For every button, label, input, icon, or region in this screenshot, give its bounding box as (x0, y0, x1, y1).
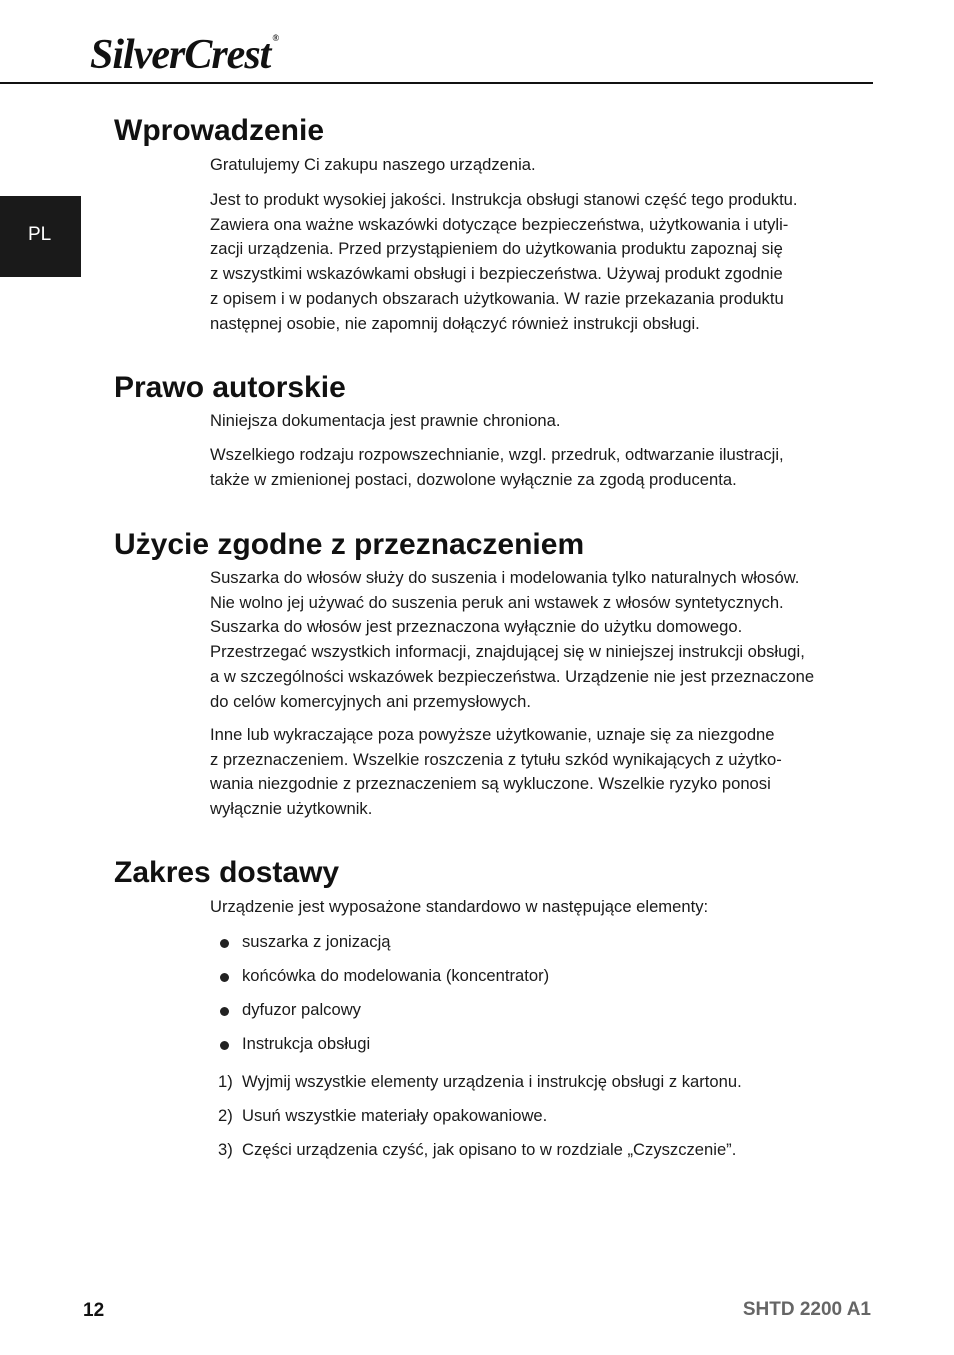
brand-name: SilverCrest (90, 32, 271, 78)
intro-paragraph-1 (210, 153, 850, 178)
list-item-text: suszarka z jonizacją (242, 932, 391, 951)
intended-use-paragraph-2 (210, 723, 850, 822)
step-number: 1) (218, 1072, 233, 1091)
bullet-icon (220, 973, 229, 982)
list-item-text: Instrukcja obsługi (242, 1034, 371, 1053)
text-line: Inne lub wykraczające poza powyższe użytkowanie, uznaje się za niezgodne (210, 725, 775, 744)
text-line: Nie wolno jej używać do suszenia peruk ani wstawek z włosów syntetycznych. (210, 592, 784, 612)
text-line: Niniejsza dokumentacja jest prawnie chroniona. (210, 411, 561, 430)
text-line: Urządzenie jest wyposażone standardowo w następujące elementy: (210, 897, 709, 916)
header-rule (0, 82, 873, 84)
intended-use-paragraph-1 (210, 566, 850, 714)
text-line: Suszarka do włosów jest przeznaczona wyłącznie do użytku domowego. (210, 617, 743, 637)
language-tab-label: PL (28, 224, 52, 245)
language-tab (0, 196, 81, 277)
page-number: 12 (83, 1300, 105, 1321)
list-item-text: końcówka do modelowania (koncentrator) (242, 966, 550, 985)
copyright-paragraph-1 (210, 409, 850, 434)
text-line: także w zmienionej postaci, dozwolone wyłącznie za zgodą producenta. (210, 469, 737, 489)
section-title-copyright: Prawo autorskie (114, 371, 346, 404)
text-line: Przestrzegać wszystkich informacji, znajdującej się w niniejszej instrukcji obsługi, (210, 642, 805, 662)
text-line: Wszelkiego rodzaju rozpowszechnianie, wzgl. przedruk, odtwarzanie ilustracji, (210, 445, 784, 464)
text-line: wyłącznie użytkownik. (210, 799, 373, 819)
section-title-intro: Wprowadzenie (114, 114, 325, 147)
bullet-icon (220, 1007, 229, 1016)
text-line: z przeznaczeniem. Wszelkie roszczenia z tytułu szkód wynikających z użytko- (210, 749, 782, 769)
silvercrest-logo (90, 34, 278, 76)
step-text: Części urządzenia czyść, jak opisano to w rozdziale „Czyszczenie”. (242, 1140, 737, 1159)
text-line: Zawiera ona ważne wskazówki dotyczące bezpieczeństwa, użytkowania i utyli- (210, 214, 789, 234)
delivery-intro (210, 895, 850, 920)
text-line: wania niezgodnie z przeznaczeniem są wykluczone. Wszelkie ryzyko ponosi (210, 774, 771, 794)
bullet-icon (220, 1041, 229, 1050)
text-line: z wszystkimi wskazówkami obsługi i bezpieczeństwa. Używaj produkt zgodnie (210, 264, 783, 284)
step-number: 3) (218, 1140, 233, 1159)
step-text: Wyjmij wszystkie elementy urządzenia i instrukcję obsługi z kartonu. (242, 1072, 742, 1091)
copyright-paragraph-2 (210, 443, 850, 492)
text-line: a w szczególności wskazówek bezpieczeństwa. Urządzenie nie jest przeznaczone (210, 666, 815, 686)
text-line: do celów komercyjnych ani przemysłowych. (210, 691, 531, 711)
bullet-icon (220, 939, 229, 948)
section-title-delivery: Zakres dostawy (114, 856, 340, 889)
model-number: SHTD 2200 A1 (742, 1299, 871, 1320)
text-line: z opisem i w podanych obszarach użytkowania. W razie przekazania produktu (210, 288, 784, 308)
text-line: Gratulujemy Ci zakupu naszego urządzenia. (210, 155, 536, 174)
text-line: Jest to produkt wysokiej jakości. Instrukcja obsługi stanowi część tego produktu. (210, 190, 798, 209)
text-line: następnej osobie, nie zapomnij dołączyć również instrukcji obsługi. (210, 313, 700, 333)
intro-paragraph-2 (210, 188, 850, 336)
registered-mark: ® (272, 33, 279, 43)
section-title-intended-use: Użycie zgodne z przeznaczeniem (114, 528, 585, 561)
text-line: zacji urządzenia. Przed przystąpieniem do użytkowania produktu zapoznaj się (210, 239, 783, 259)
text-line: Suszarka do włosów służy do suszenia i modelowania tylko naturalnych włosów. (210, 568, 800, 587)
step-number: 2) (218, 1106, 233, 1125)
step-text: Usuń wszystkie materiały opakowaniowe. (242, 1106, 548, 1125)
list-item-text: dyfuzor palcowy (242, 1000, 361, 1019)
